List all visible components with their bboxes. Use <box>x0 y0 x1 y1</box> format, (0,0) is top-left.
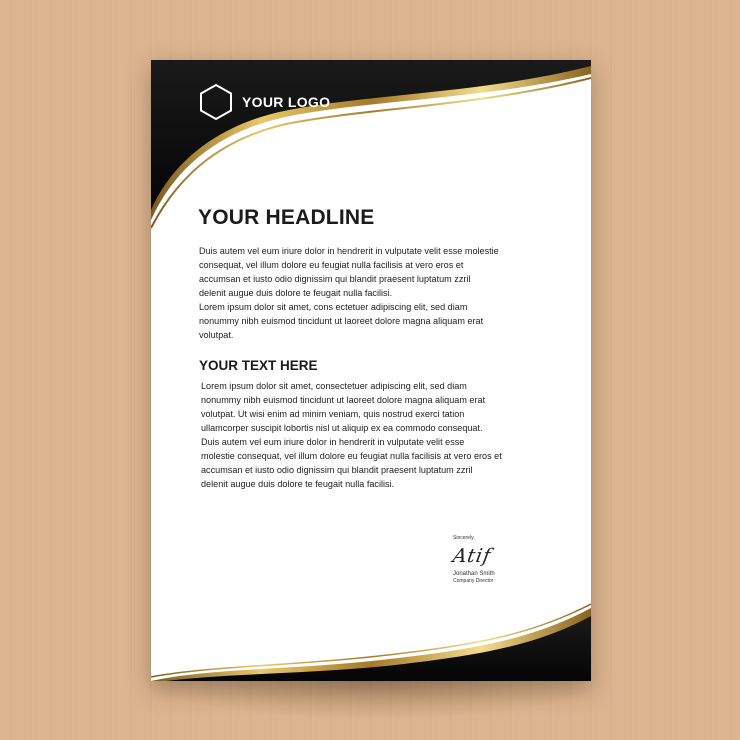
text-line: delenit augue duis dolore te feugait nulla facilisi. <box>201 479 395 489</box>
signature-block <box>453 535 553 584</box>
text-line: consequat, vel illum dolore eu feugiat nulla facilisis at vero eros et <box>199 260 464 270</box>
text-line: nonummy nibh euismod tincidunt ut laoreet dolore magna aliquam erat <box>199 316 484 326</box>
logo-text: YOUR LOGO <box>242 94 331 110</box>
text-line: Duis autem vel eum iriure dolor in hendrerit in vulputate velit esse <box>201 437 465 447</box>
signer-title: Company Director <box>453 578 494 584</box>
text-line: Lorem ipsum dolor sit amet, cons ectetuer adipiscing elit, sed diam <box>199 302 468 312</box>
intro-paragraph <box>199 244 549 342</box>
handwritten-signature: Atif <box>451 545 494 567</box>
main-paragraph <box>201 379 541 491</box>
headline: YOUR HEADLINE <box>198 206 375 229</box>
text-line: Lorem ipsum dolor sit amet, consectetuer adipiscing elit, sed diam <box>201 381 467 391</box>
text-line: molestie consequat, vel illum dolore eu feugiat nulla facilisis at vero eros et <box>201 451 502 461</box>
text-line: volutpat. <box>199 330 234 340</box>
text-line: ullamcorper suscipit lobortis nisl ut aliquip ex ea commodo consequat. <box>201 423 483 433</box>
text-line: delenit augue duis dolore te feugait nulla facilisi. <box>199 288 393 298</box>
text-line: accumsan et iusto odio dignissim qui blandit praesent luptatum zzril <box>199 274 471 284</box>
letterhead-page <box>151 60 591 681</box>
subheading: YOUR TEXT HERE <box>199 358 318 373</box>
signer-name: Jonathan Smith <box>453 571 495 577</box>
company-logo <box>198 83 330 121</box>
text-line: volutpat. Ut wisi enim ad minim veniam, quis nostrud exerci tation <box>201 409 465 419</box>
text-line: nonummy nibh euismod tincidunt ut laoreet dolore magna aliquam erat <box>201 395 486 405</box>
hexagon-icon <box>198 83 234 121</box>
text-line: accumsan et iusto odio dignissim qui blandit praesent luptatum zzril <box>201 465 473 475</box>
text-line: Duis autem vel eum iriure dolor in hendrerit in vulputate velit esse molestie <box>199 246 499 256</box>
closing-sincerely: Sincerely, <box>453 535 475 541</box>
